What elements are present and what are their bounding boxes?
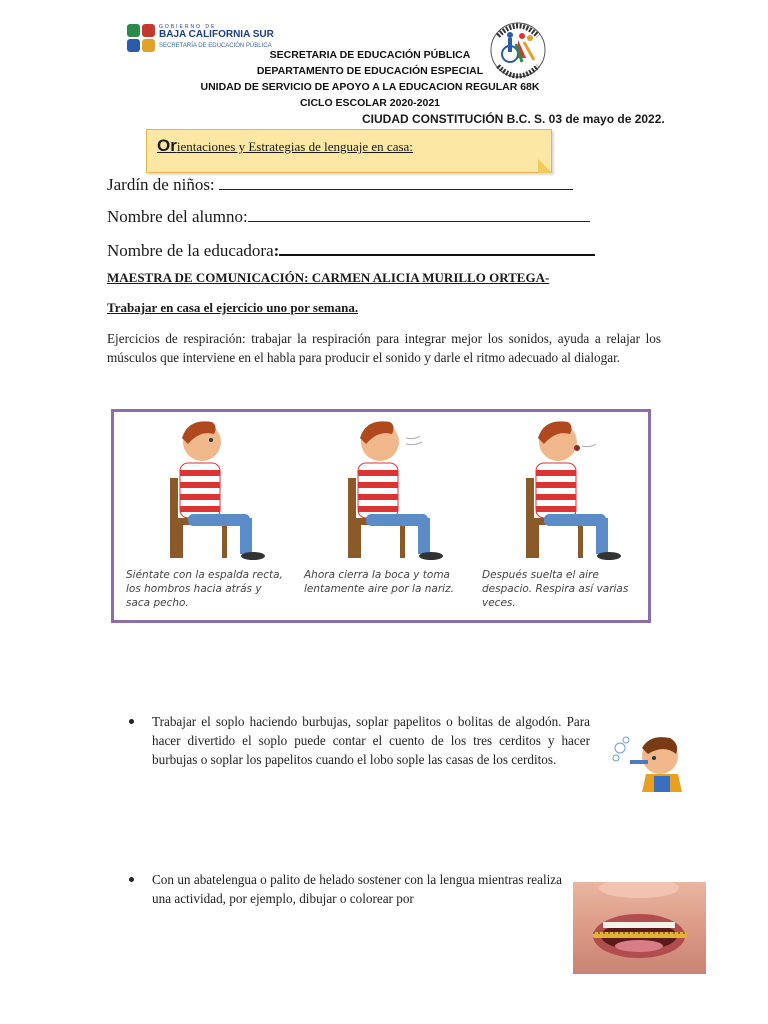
breathing-caption-3: Después suelta el aire despacio. Respira así varias veces. — [482, 569, 629, 609]
activity-list-2 — [120, 870, 562, 908]
bullet-icon — [129, 719, 134, 724]
logo-small-text: GOBIERNO DE — [159, 24, 217, 30]
header-line-2: DEPARTAMENTO DE EDUCACIÓN ESPECIAL — [256, 65, 484, 77]
orientaciones-title — [157, 136, 413, 156]
educadora-field — [107, 240, 595, 261]
educadora-label: Nombre de la educadora — [107, 241, 274, 260]
boy-inhaling-icon — [296, 418, 466, 563]
boy-sitting-straight-icon — [118, 418, 288, 563]
bubbles-icon — [610, 730, 684, 792]
bullet-text-1: Trabajar el soplo haciendo burbujas, soplar papelitos o bolitas de algodón. Para hacer divertido el soplo puede contar el cuento de los tres cerditos y hacer burbujas o soplar los papelitos cuando el lobo sople las casas de los cerditos. — [152, 714, 590, 767]
list-item — [120, 870, 562, 908]
tongue-depressor-photo — [573, 882, 706, 974]
activity-list — [120, 712, 590, 769]
list-item — [120, 712, 590, 769]
breathing-illustration — [111, 409, 651, 623]
breathing-panel-3 — [474, 418, 644, 618]
alumno-label: Nombre del alumno: — [107, 207, 248, 226]
breathing-paragraph: Ejercicios de respiración: trabajar la respiración para integrar mejor los sonidos, ayuda a relajar los músculos que interviene en el habla para producir el sonido y darle el ritmo adecuado al dialogar. — [107, 331, 661, 365]
educadora-blank[interactable] — [279, 240, 595, 256]
orientaciones-rest: ientaciones y Estrategias de lenguaje en casa: — [176, 139, 413, 154]
breathing-panel-1 — [118, 418, 288, 618]
header-line-1: SECRETARIA DE EDUCACIÓN PÚBLICA — [269, 49, 471, 61]
jardin-field — [107, 175, 573, 195]
task-line: Trabajar en casa el ejercicio uno por semana. — [107, 300, 359, 315]
bullet-text-2: Con un abatelengua o palito de helado sostener con la lengua mientras realiza una actividad, por ejemplo, dibujar o colorear por — [152, 872, 562, 906]
alumno-field — [107, 207, 590, 227]
teacher-line: MAESTRA DE COMUNICACIÓN: CARMEN ALICIA MURILLO ORTEGA- — [107, 270, 550, 285]
state-shield-icon — [127, 24, 157, 54]
logo-sub-text: SECRETARÍA DE EDUCACIÓN PÚBLICA — [159, 43, 272, 49]
kid-blowing-bubbles-image — [610, 730, 684, 792]
header-line-3: UNIDAD DE SERVICIO DE APOYO A LA EDUCACION REGULAR 68K — [200, 81, 540, 93]
city-date: CIUDAD CONSTITUCIÓN B.C. S. 03 de mayo de 2022. — [362, 112, 665, 126]
breathing-panel-2 — [296, 418, 466, 618]
breathing-caption-2: Ahora cierra la boca y toma lentamente aire por la nariz. — [304, 569, 454, 595]
orientaciones-lead: Or — [157, 136, 177, 155]
logo-main-text: BAJA CALIFORNIA SUR — [159, 29, 274, 40]
bullet-icon — [129, 877, 134, 882]
educadora-colon: : — [273, 241, 280, 260]
header-line-4: CICLO ESCOLAR 2020-2021 — [299, 97, 441, 109]
mouth-holding-stick-icon — [573, 882, 706, 974]
jardin-label: Jardín de niños: — [107, 175, 219, 194]
breathing-caption-1: Siéntate con la espalda recta, los hombros hacia atrás y saca pecho. — [126, 569, 283, 609]
boy-exhaling-icon — [474, 418, 644, 563]
alumno-blank[interactable] — [248, 207, 590, 222]
jardin-blank[interactable] — [219, 175, 573, 190]
